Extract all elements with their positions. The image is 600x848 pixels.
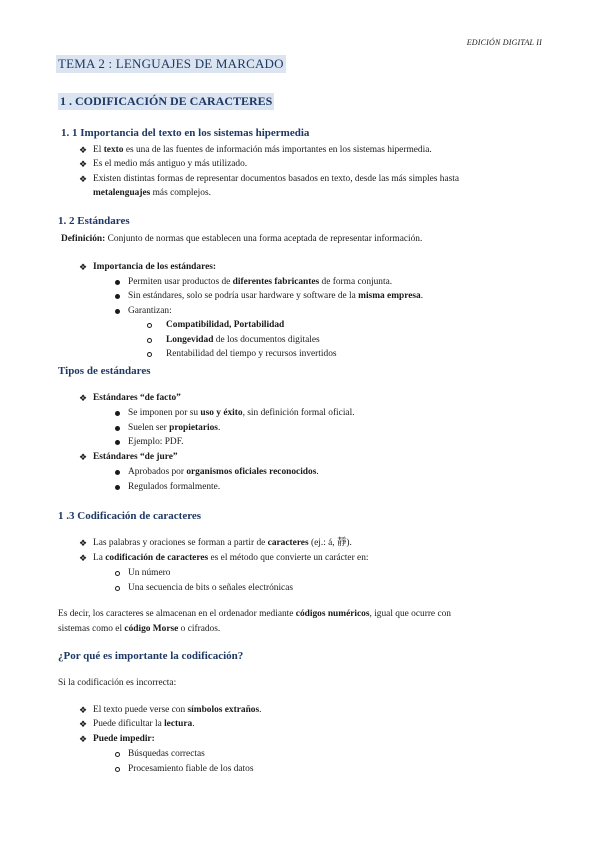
- paragraph-line: sistemas como el código Morse o cifrados.: [58, 624, 221, 634]
- diamond-bullet-icon: ❖: [79, 719, 88, 729]
- heading-tipos: Tipos de estándares: [58, 365, 151, 377]
- list-item-continued: metalenguajes más complejos.: [93, 188, 211, 198]
- definition: Definición: Conjunto de normas que establecen una forma aceptada de representar información.: [61, 234, 423, 244]
- heading-1-1: 1. 1 Importancia del texto en los sistemas hipermedia: [61, 127, 310, 139]
- diamond-bullet-icon: ❖: [79, 145, 88, 155]
- list-item: Puede impedir:: [93, 734, 155, 744]
- bullet-dot-icon: [115, 294, 120, 299]
- list-item: Existen distintas formas de representar documentos basados en texto, desde las más simples hasta: [93, 174, 460, 184]
- list-item: Búsquedas correctas: [128, 749, 205, 759]
- bullet-ring-icon: [147, 323, 152, 328]
- bullet-ring-icon: [115, 571, 120, 576]
- diamond-bullet-icon: ❖: [79, 705, 88, 715]
- list-item: Compatibilidad, Portabilidad: [166, 320, 285, 330]
- list-item: El texto puede verse con símbolos extraños.: [93, 705, 262, 715]
- list-item: Se imponen por su uso y éxito, sin definición formal oficial.: [128, 408, 355, 418]
- list-item: Aprobados por organismos oficiales reconocidos.: [128, 467, 319, 477]
- diamond-bullet-icon: ❖: [79, 174, 88, 184]
- diamond-bullet-icon: ❖: [79, 553, 88, 563]
- bullet-ring-icon: [115, 586, 120, 591]
- page-title: TEMA 2 : LENGUAJES DE MARCADO: [58, 56, 284, 71]
- list-item: Rentabilidad del tiempo y recursos invertidos: [166, 349, 337, 359]
- bullet-dot-icon: [115, 470, 120, 475]
- list-item: Permiten usar productos de diferentes fabricantes de forma conjunta.: [128, 277, 393, 287]
- list-item: Un número: [128, 568, 171, 578]
- list-item: Es el medio más antiguo y más utilizado.: [93, 159, 248, 169]
- list-item: Una secuencia de bits o señales electrónicas: [128, 583, 294, 593]
- list-item: Las palabras y oraciones se forman a partir de caracteres (ej.: á, 靜).: [93, 538, 352, 548]
- bullet-dot-icon: [115, 411, 120, 416]
- bullet-ring-icon: [147, 352, 152, 357]
- heading-1-2: 1. 2 Estándares: [58, 215, 130, 227]
- list-item: Puede dificultar la lectura.: [93, 719, 195, 729]
- list-item: Procesamiento fiable de los datos: [128, 764, 254, 774]
- list-item: Longevidad de los documentos digitales: [166, 335, 320, 345]
- list-item: Suelen ser propietarios.: [128, 423, 221, 433]
- heading-1-3: 1 .3 Codificación de caracteres: [58, 510, 202, 522]
- diamond-bullet-icon: ❖: [79, 393, 88, 403]
- bullet-ring-icon: [147, 338, 152, 343]
- diamond-bullet-icon: ❖: [79, 734, 88, 744]
- paragraph-line: Es decir, los caracteres se almacenan en el ordenador mediante códigos numéricos, igual que ocurre con: [58, 609, 451, 619]
- list-item: Regulados formalmente.: [128, 482, 221, 492]
- header-edition: EDICIÓN DIGITAL II: [466, 38, 542, 47]
- list-item: Sin estándares, solo se podría usar hardware y software de la misma empresa.: [128, 291, 424, 301]
- diamond-bullet-icon: ❖: [79, 538, 88, 548]
- heading-why: ¿Por qué es importante la codificación?: [58, 650, 244, 662]
- list-item: Garantizan:: [128, 306, 172, 316]
- bullet-dot-icon: [115, 309, 120, 314]
- bullet-dot-icon: [115, 280, 120, 285]
- diamond-bullet-icon: ❖: [79, 262, 88, 272]
- diamond-bullet-icon: ❖: [79, 452, 88, 462]
- list-item: La codificación de caracteres es el método que convierte un carácter en:: [93, 553, 369, 563]
- bullet-ring-icon: [115, 767, 120, 772]
- bullet-ring-icon: [115, 752, 120, 757]
- list-item: Ejemplo: PDF.: [128, 437, 184, 447]
- list-item: El texto es una de las fuentes de información más importantes en los sistemas hipermedia.: [93, 145, 432, 155]
- facto-label: Estándares “de facto”: [93, 393, 181, 403]
- bullet-dot-icon: [115, 485, 120, 490]
- paragraph-line: Si la codificación es incorrecta:: [58, 678, 177, 688]
- section-heading-1: 1 . CODIFICACIÓN DE CARACTERES: [60, 94, 273, 108]
- jure-label: Estándares “de jure”: [93, 452, 178, 462]
- bullet-dot-icon: [115, 426, 120, 431]
- diamond-bullet-icon: ❖: [79, 159, 88, 169]
- bullet-dot-icon: [115, 440, 120, 445]
- importance-label: Importancia de los estándares:: [93, 262, 217, 272]
